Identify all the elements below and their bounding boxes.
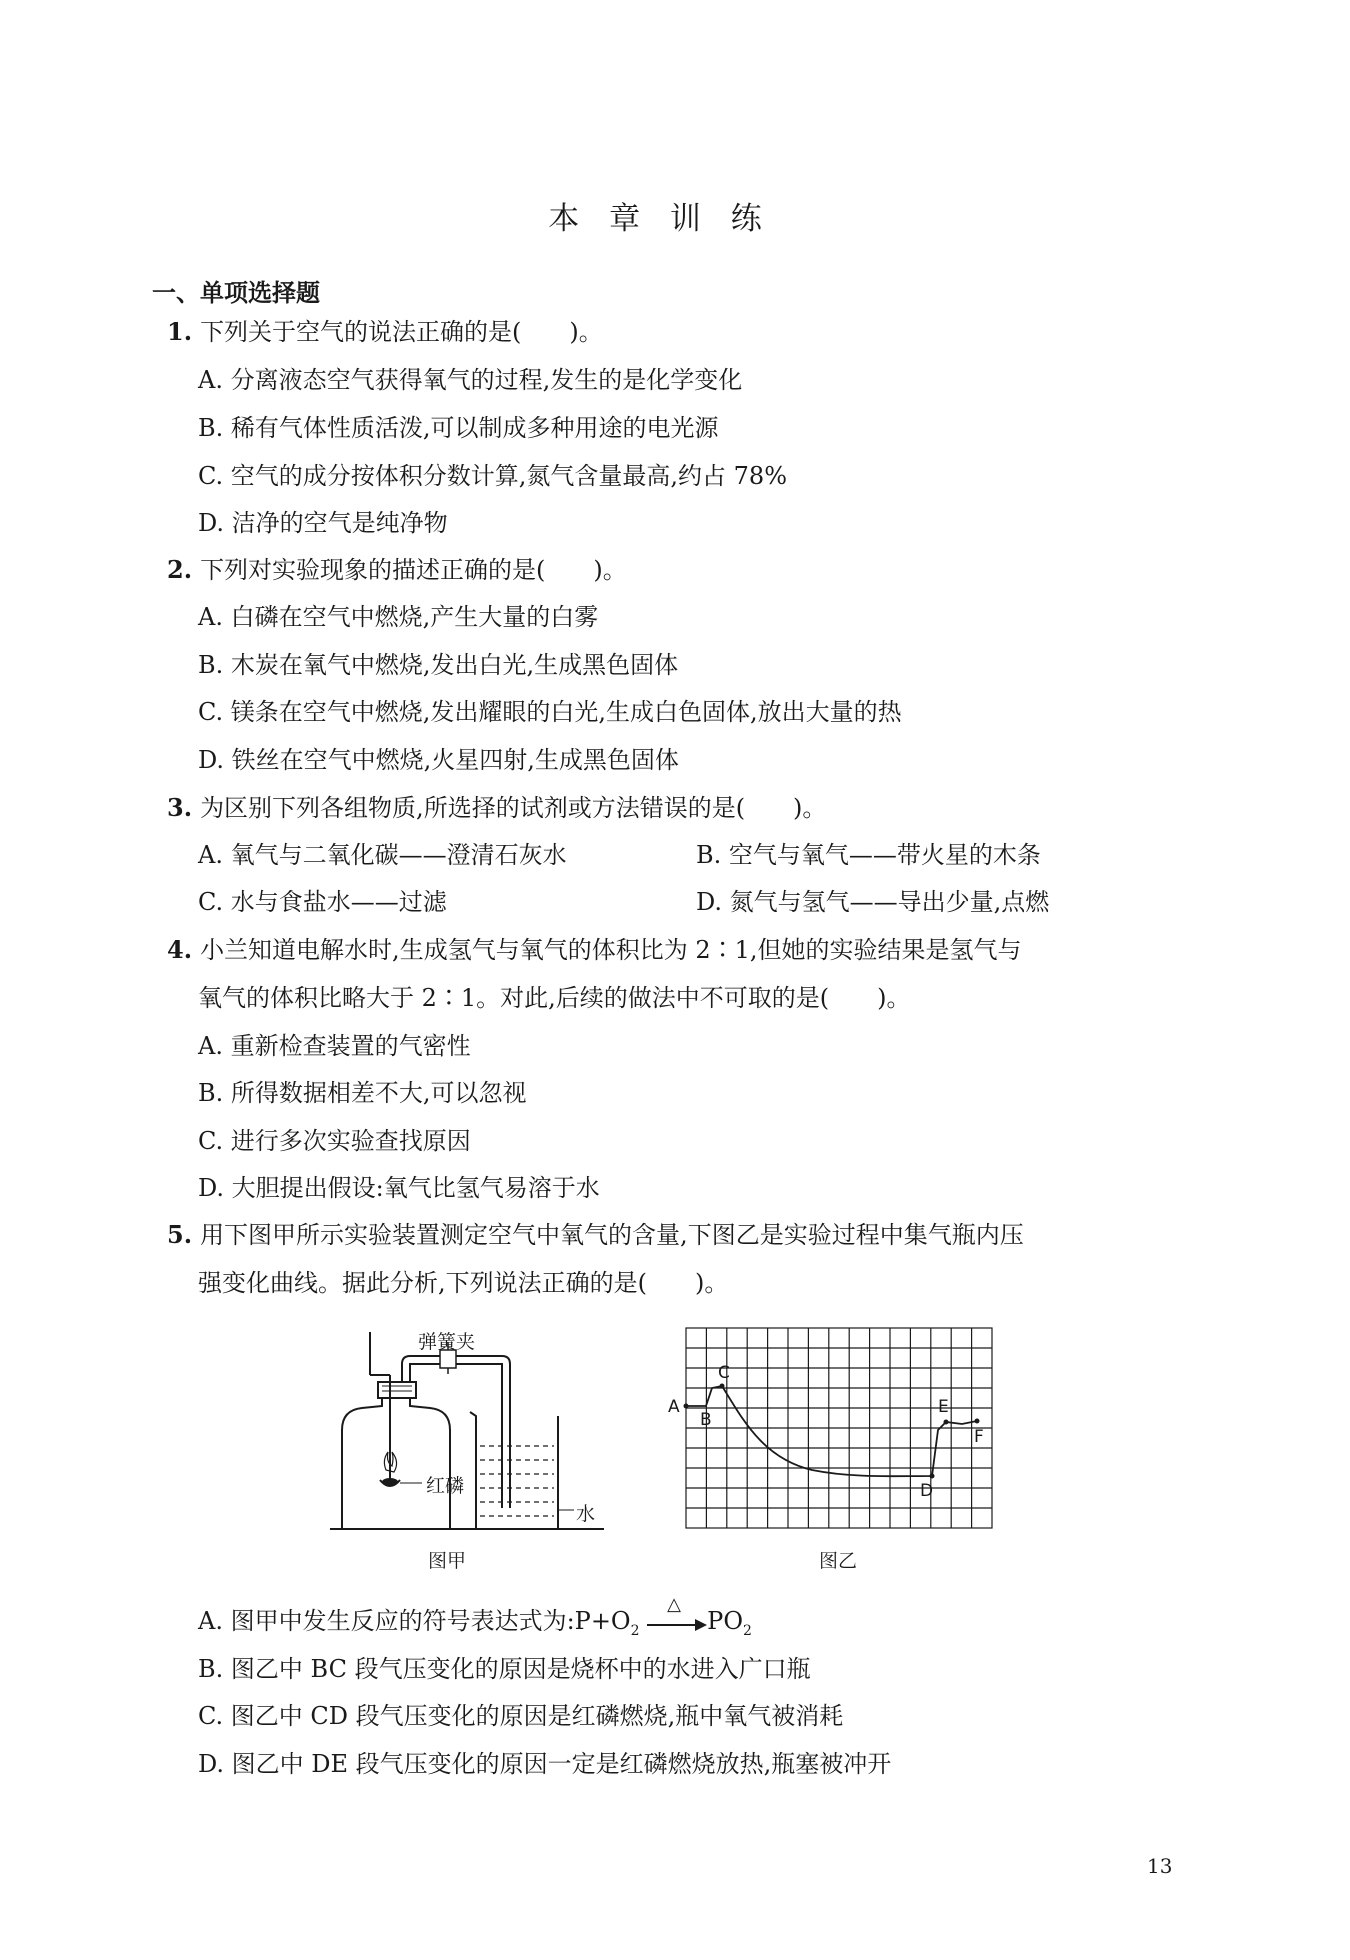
question-1-stem [167, 317, 603, 347]
question-5-text-1: 用下图甲所示实验装置测定空气中氧气的含量,下图乙是实验过程中集气瓶内压 [200, 1221, 1024, 1249]
question-3-stem [167, 793, 826, 823]
question-5-option-c: C. 图乙中 CD 段气压变化的原因是红磷燃烧,瓶中氧气被消耗 [198, 1702, 844, 1730]
question-4-option-b: B. 所得数据相差不大,可以忽视 [198, 1079, 527, 1107]
point-b-label: B [700, 1410, 712, 1430]
page-number: 13 [1147, 1854, 1173, 1878]
question-5-text-2: 强变化曲线。据此分析,下列说法正确的是( )。 [198, 1269, 729, 1297]
question-5-option-d: D. 图乙中 DE 段气压变化的原因一定是红磷燃烧放热,瓶塞被冲开 [198, 1750, 892, 1778]
point-c-label: C [718, 1363, 730, 1383]
reaction-arrow [647, 1593, 707, 1638]
question-1-option-d: D. 洁净的空气是纯净物 [198, 509, 448, 537]
question-4-stem [167, 935, 1022, 965]
option-a-o2-subscript: 2 [630, 1622, 640, 1639]
question-4-option-a: A. 重新检查装置的气密性 [198, 1032, 471, 1060]
option-a-product: PO [707, 1607, 743, 1635]
question-2-option-b: B. 木炭在氧气中燃烧,发出白光,生成黑色固体 [198, 651, 679, 679]
point-e-label: E [938, 1397, 949, 1417]
question-3-option-a: A. 氧气与二氧化碳——澄清石灰水 [198, 841, 567, 869]
section-title: 一、单项选择题 [152, 279, 320, 307]
pressure-curve [686, 1386, 977, 1476]
question-2-text: 下列对实验现象的描述正确的是( )。 [200, 556, 627, 584]
point-a-label: A [668, 1397, 680, 1417]
question-1-text: 下列关于空气的说法正确的是( )。 [200, 318, 603, 346]
question-4-number: 4. [167, 935, 193, 964]
question-1-option-a: A. 分离液态空气获得氧气的过程,发生的是化学变化 [198, 366, 743, 394]
question-5-stem [167, 1220, 1024, 1250]
grid [686, 1328, 992, 1528]
page-title: 本 章 训 练 [548, 201, 772, 237]
heat-triangle-icon: △ [667, 1593, 682, 1615]
question-3-text: 为区别下列各组物质,所选择的试剂或方法错误的是( )。 [200, 794, 827, 822]
question-4-text-2: 氧气的体积比略大于 2∶1。对此,后续的做法中不可取的是( )。 [198, 984, 911, 1012]
question-2-option-a: A. 白磷在空气中燃烧,产生大量的白雾 [198, 603, 599, 631]
figure-yi-pressure-curve [662, 1318, 1022, 1538]
question-3-option-d: D. 氮气与氢气——导出少量,点燃 [696, 888, 1050, 916]
question-5-number: 5. [167, 1220, 193, 1249]
question-4-option-c: C. 进行多次实验查找原因 [198, 1127, 471, 1155]
question-4-option-d: D. 大胆提出假设:氧气比氢气易溶于水 [198, 1174, 600, 1202]
question-1-option-c: C. 空气的成分按体积分数计算,氮气含量最高,约占 78% [198, 462, 787, 490]
question-1-option-b: B. 稀有气体性质活泼,可以制成多种用途的电光源 [198, 414, 719, 442]
question-3-option-c: C. 水与食盐水——过滤 [198, 888, 447, 916]
water-label: 水 [576, 1503, 596, 1525]
question-1-number: 1. [167, 317, 193, 346]
point-f-label: F [974, 1427, 984, 1447]
option-a-reactants: A. 图甲中发生反应的符号表达式为:P+O [198, 1607, 631, 1635]
option-a-po2-subscript: 2 [743, 1622, 752, 1639]
question-2-option-c: C. 镁条在空气中燃烧,发出耀眼的白光,生成白色固体,放出大量的热 [198, 698, 902, 726]
question-5-option-b: B. 图乙中 BC 段气压变化的原因是烧杯中的水进入广口瓶 [198, 1655, 811, 1683]
spring-clip-label: 弹簧夹 [418, 1331, 476, 1353]
figure-jia-caption: 图甲 [428, 1550, 467, 1572]
red-phosphorus-label: 红磷 [426, 1475, 465, 1497]
point-d-label: D [920, 1481, 934, 1501]
question-2-stem [167, 555, 627, 585]
question-3-number: 3. [167, 793, 193, 822]
figure-yi-caption: 图乙 [819, 1550, 858, 1572]
question-4-text-1: 小兰知道电解水时,生成氢气与氧气的体积比为 2∶1,但她的实验结果是氢气与 [200, 936, 1022, 964]
question-2-option-d: D. 铁丝在空气中燃烧,火星四射,生成黑色固体 [198, 746, 679, 774]
question-2-number: 2. [167, 555, 193, 584]
question-3-option-b: B. 空气与氧气——带火星的木条 [696, 841, 1041, 869]
question-5-option-a [198, 1593, 752, 1646]
